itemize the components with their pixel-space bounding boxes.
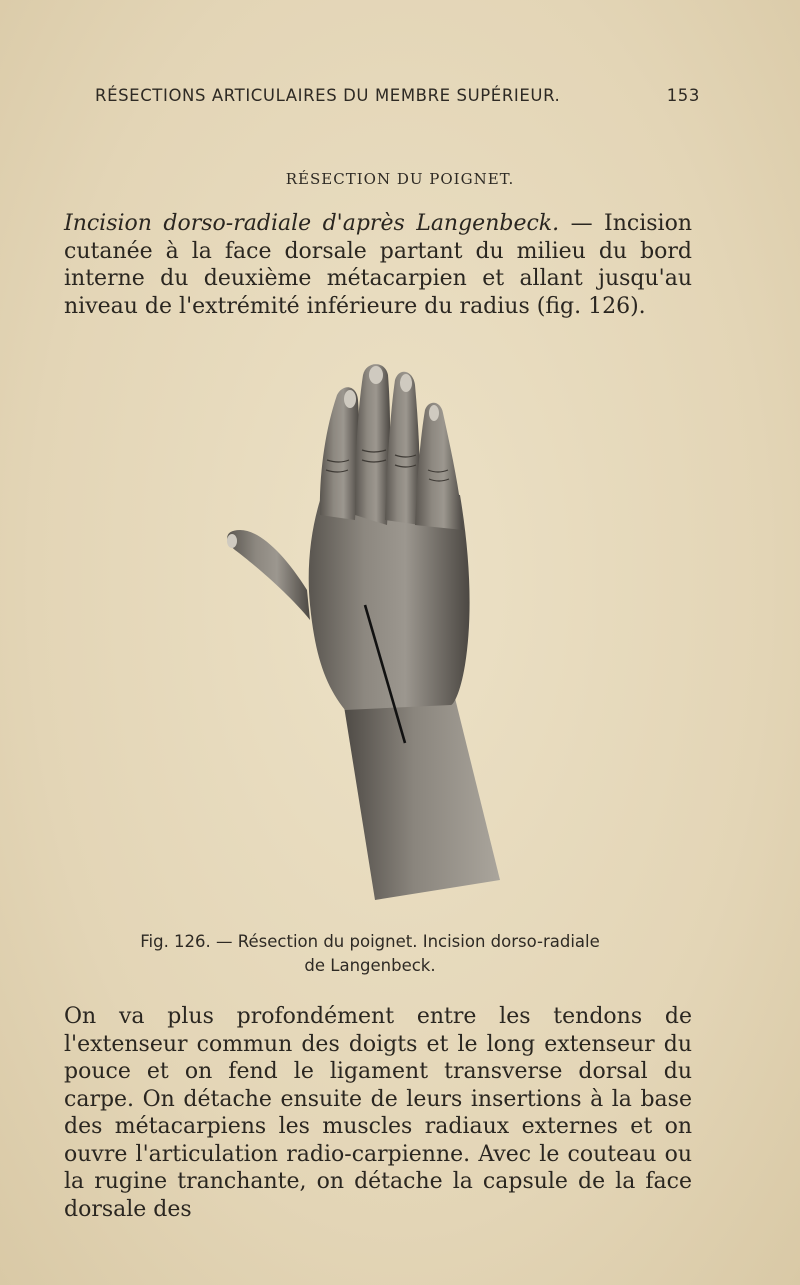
middle-finger-shape	[355, 364, 390, 525]
section-title: RÉSECTION DU POIGNET.	[285, 170, 515, 188]
hand-drawing	[215, 355, 515, 905]
body-paragraph: On va plus profondément entre les tendons de l'extenseur commun des doigts et le long extenseur du pouce et on fend le ligament transverse dorsal du carpe. On détache ensuite de leurs insertions à la base des métacarpiens les muscles radiaux externes et on ouvre l'articulation radio-carpienne. Avec le couteau ou la rugine tranchante, on détache la capsule de la face dorsale des	[64, 1004, 692, 1222]
intro-lead: Incision dorso-radiale d'après Langenbeck.	[64, 211, 560, 236]
running-title: RÉSECTIONS ARTICULAIRES DU MEMBRE SUPÉRIEUR.	[95, 86, 561, 105]
intro-text: — Incision cutanée à la face dorsale partant du milieu du bord interne du deuxième métacarpien et allant jusqu'au niveau de l'extrémité inférieure du radius (fig. 126).	[64, 211, 692, 319]
page-number: 153	[666, 86, 700, 105]
ring-nail	[400, 374, 412, 392]
middle-nail	[369, 366, 383, 384]
hand-illustration	[215, 355, 515, 905]
figure-caption	[0, 930, 740, 978]
ring-finger-shape	[385, 372, 420, 525]
intro-paragraph	[64, 210, 692, 320]
thumb-nail	[227, 534, 237, 548]
little-nail	[429, 405, 439, 421]
caption-line-2: de Langenbeck.	[304, 956, 436, 975]
running-header	[95, 86, 700, 105]
little-finger-shape	[415, 403, 463, 530]
index-nail	[344, 390, 356, 408]
index-finger-shape	[320, 387, 359, 520]
thumb-shape	[227, 530, 310, 620]
caption-line-1: Fig. 126. — Résection du poignet. Incision dorso-radiale	[140, 932, 600, 951]
forearm-shape	[343, 690, 500, 900]
